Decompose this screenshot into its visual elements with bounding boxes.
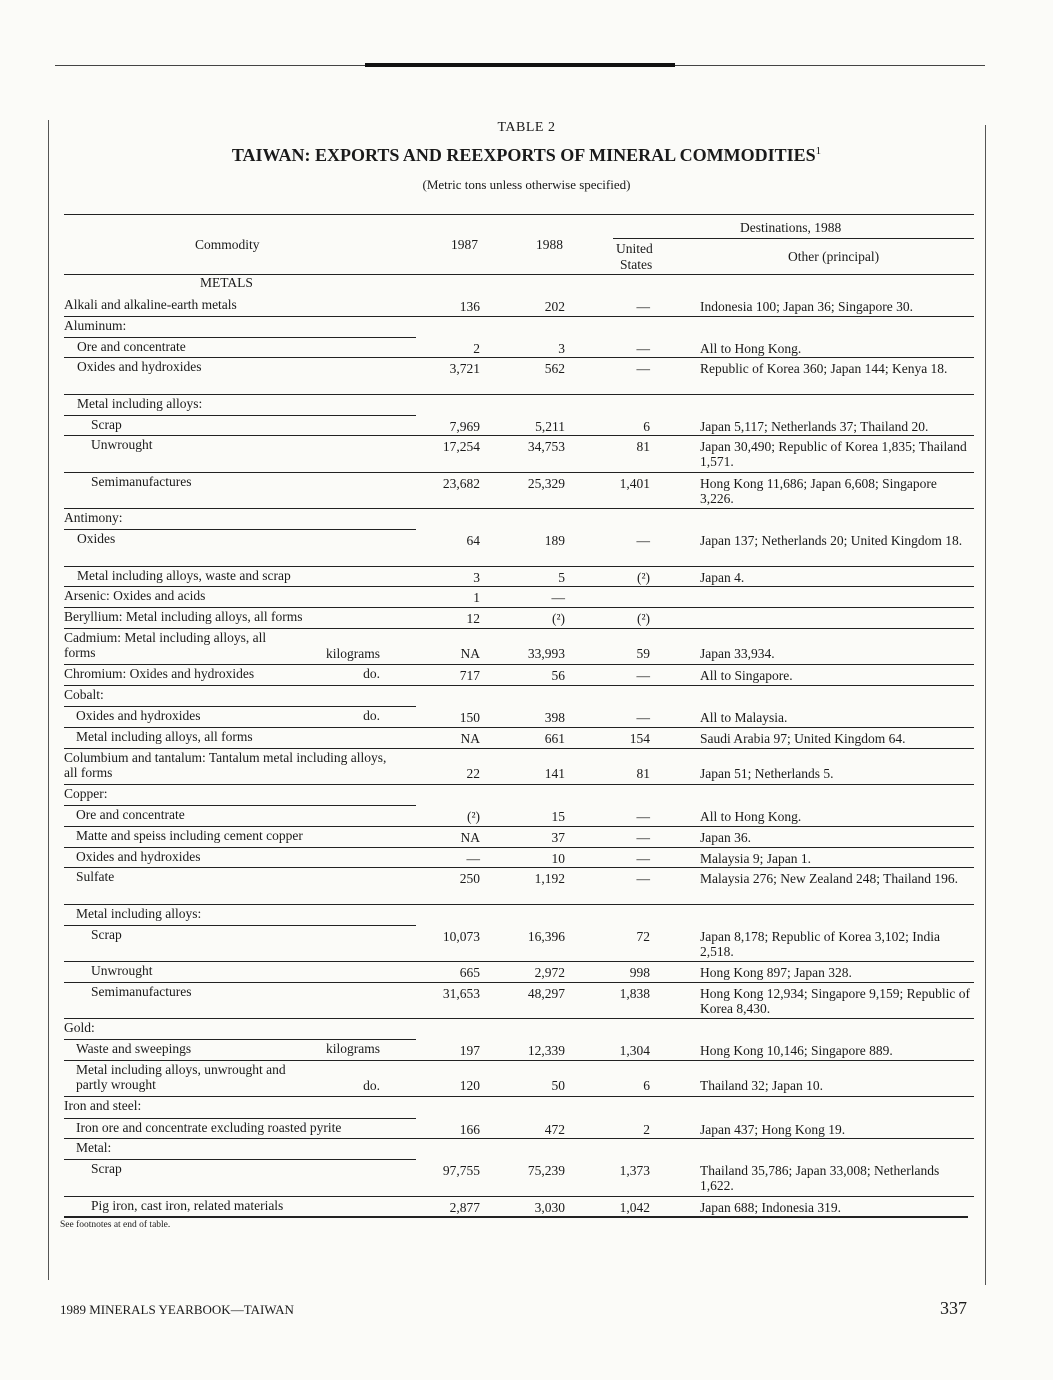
cell-1988: 202 [544,299,565,314]
cell-united-states: — [636,830,650,845]
cell-1987: 7,969 [449,419,480,434]
cell-unit: do. [363,666,380,681]
cell-1987: (²) [466,809,480,824]
cell-other-destinations: Japan 8,178; Republic of Korea 3,102; India 2,518. [700,929,940,959]
cell-commodity: Metal including alloys: [76,906,202,921]
cell-other-destinations: Malaysia 9; Japan 1. [700,851,811,866]
cell-commodity: Ore and concentrate [76,807,185,822]
top-rule-thick [365,63,675,67]
cell-other-destinations: Hong Kong 10,146; Singapore 889. [700,1043,893,1058]
table-subtitle: (Metric tons unless otherwise specified) [422,177,631,192]
row-rule [64,529,416,530]
cell-commodity: Waste and sweepings [76,1041,192,1056]
cell-other-destinations: Thailand 35,786; Japan 33,008; Netherlands 1,622. [700,1163,940,1193]
cell-1988: 48,297 [527,986,565,1001]
row-rule [64,1060,974,1061]
row-rule [64,805,416,806]
cell-commodity: Sulfate [76,869,115,884]
row-rule [64,316,974,317]
cell-other-destinations: Republic of Korea 360; Japan 144; Kenya 18. [700,361,948,376]
cell-commodity: Gold: [64,1020,95,1035]
cell-commodity: Columbium and tantalum: Tantalum metal including alloys, all forms [64,750,387,780]
row-rule [64,1039,416,1040]
row-rule [64,847,974,848]
cell-united-states: 154 [629,731,650,746]
cell-1987: 3,721 [449,361,480,376]
cell-1988: 562 [544,361,565,376]
cell-united-states: — [636,533,650,548]
cell-commodity: Beryllium: Metal including alloys, all forms [64,609,303,624]
cell-commodity: Pig iron, cast iron, related materials [91,1198,284,1213]
row-rule [64,784,974,785]
cell-other-destinations: Saudi Arabia 97; United Kingdom 64. [700,731,906,746]
cell-1987: 136 [459,299,480,314]
cell-1988: 10 [551,851,565,866]
cell-united-states: 1,304 [619,1043,650,1058]
cell-commodity: Semimanufactures [91,984,192,999]
cell-united-states: — [636,851,650,866]
cell-1987: 17,254 [442,439,480,454]
cell-1988: — [551,590,565,605]
cell-commodity: Metal: [76,1140,112,1155]
row-rule [64,435,974,436]
row-rule [64,337,416,338]
cell-united-states: — [636,871,650,886]
row-rule [64,1118,416,1119]
cell-commodity: Ore and concentrate [77,339,186,354]
cell-1987: 1 [473,590,480,605]
row-rule [64,925,416,926]
row-rule [64,1159,416,1160]
cell-united-states: 1,373 [619,1163,650,1178]
cell-1988: 33,993 [527,646,565,661]
cell-united-states: 1,838 [619,986,650,1001]
cell-1987: NA [460,830,480,845]
row-rule [64,472,974,473]
cell-commodity: Scrap [91,1161,122,1176]
cell-1988: 141 [544,766,565,781]
table-title-text: TAIWAN: EXPORTS AND REEXPORTS OF MINERAL COMMODITIES [231,145,816,165]
row-rule [64,867,974,868]
col-destinations: Destinations, 1988 [740,220,842,235]
footnote: See footnotes at end of table. [60,1220,171,1230]
cell-united-states: — [636,710,650,725]
cell-commodity: Unwrought [91,437,153,452]
cell-united-states: — [636,361,650,376]
cell-other-destinations: Japan 36. [700,830,751,845]
cell-commodity: Matte and speiss including cement copper [76,828,303,843]
cell-1987: 2 [473,341,480,356]
row-rule [64,685,974,686]
cell-1987: NA [460,646,480,661]
cell-united-states: 998 [629,965,650,980]
row-rule [64,826,974,827]
cell-1988: 398 [544,710,565,725]
cell-commodity: Copper: [64,786,108,801]
row-rule [64,586,974,587]
col-1988: 1988 [536,237,563,252]
cell-1987: 22 [466,766,480,781]
cell-united-states: — [636,341,650,356]
cell-commodity: Chromium: Oxides and hydroxides [64,666,255,681]
cell-1988: 50 [551,1078,565,1093]
cell-other-destinations: Japan 437; Hong Kong 19. [700,1122,846,1137]
cell-united-states: 1,042 [619,1200,650,1215]
destinations-rule [613,238,974,239]
cell-other-destinations: Japan 33,934. [700,646,775,661]
cell-commodity: Oxides and hydroxides [77,359,202,374]
cell-other-destinations: Hong Kong 897; Japan 328. [700,965,852,980]
cell-united-states: 6 [643,1078,650,1093]
cell-united-states: — [636,299,650,314]
cell-commodity: Oxides and hydroxides [76,849,201,864]
cell-1987: 12 [466,611,480,626]
cell-1987: 31,653 [442,986,480,1001]
cell-1988: 16,396 [527,929,565,944]
cell-unit: kilograms [326,1041,380,1056]
row-rule [64,961,974,962]
cell-commodity: Iron and steel: [64,1098,142,1113]
title-footnote-mark: 1 [815,145,822,157]
table-title [0,145,1053,166]
cell-1987: 97,755 [442,1163,480,1178]
cell-1988: 56 [551,668,565,683]
cell-1988: 3,030 [534,1200,565,1215]
cell-commodity: Metal including alloys, waste and scrap [77,568,291,583]
cell-commodity: Aluminum: [64,318,127,333]
cell-1988: (²) [551,611,565,626]
cell-1987: 23,682 [442,476,480,491]
row-rule [64,904,974,905]
cell-1988: 1,192 [534,871,565,886]
cell-commodity: Semimanufactures [91,474,192,489]
cell-other-destinations: Japan 4. [700,570,745,585]
cell-1987: 120 [459,1078,480,1093]
cell-1988: 12,339 [527,1043,565,1058]
cell-united-states: — [636,809,650,824]
row-rule [64,664,974,665]
table-number: TABLE 2 [497,120,556,135]
row-rule [64,982,974,983]
cell-1987: 717 [459,668,480,683]
cell-1988: 37 [551,830,565,845]
cell-commodity: Arsenic: Oxides and acids [64,588,206,603]
cell-other-destinations: Hong Kong 12,934; Singapore 9,159; Republic of Korea 8,430. [700,986,970,1016]
cell-other-destinations: Japan 688; Indonesia 319. [700,1200,841,1215]
col-other: Other (principal) [788,249,880,264]
cell-commodity: Antimony: [64,510,123,525]
cell-united-states: — [636,668,650,683]
row-rule [64,628,974,629]
cell-other-destinations: Japan 30,490; Republic of Korea 1,835; Thailand 1,571. [700,439,967,469]
row-rule [64,748,974,749]
cell-commodity: Scrap [91,417,122,432]
cell-united-states: 59 [636,646,650,661]
cell-united-states: 81 [636,766,650,781]
cell-other-destinations: Japan 137; Netherlands 20; United Kingdom 18. [700,533,963,548]
cell-united-states: 6 [643,419,650,434]
cell-commodity: Iron ore and concentrate excluding roasted pyrite [76,1120,342,1135]
row-rule [64,1196,974,1197]
cell-other-destinations: Indonesia 100; Japan 36; Singapore 30. [700,299,913,314]
cell-other-destinations: All to Malaysia. [700,710,788,725]
cell-unit: do. [363,1078,380,1093]
cell-commodity: Metal including alloys, all forms [76,729,253,744]
row-rule [64,357,974,358]
cell-1987: NA [460,731,480,746]
cell-1987: 250 [459,871,480,886]
section-metals: METALS [200,275,253,290]
cell-other-destinations: All to Hong Kong. [700,809,802,824]
cell-commodity: Oxides and hydroxides [76,708,201,723]
cell-united-states: 2 [643,1122,650,1137]
row-rule [64,727,974,728]
cell-other-destinations: All to Hong Kong. [700,341,802,356]
col-commodity: Commodity [195,237,260,252]
cell-other-destinations: Hong Kong 11,686; Japan 6,608; Singapore 3,226. [700,476,937,506]
cell-united-states: (²) [636,570,650,585]
cell-other-destinations: Thailand 32; Japan 10. [700,1078,823,1093]
cell-commodity: Unwrought [91,963,153,978]
cell-1988: 661 [544,731,565,746]
cell-1988: 25,329 [527,476,565,491]
cell-unit: kilograms [326,646,380,661]
cell-1987: 150 [459,710,480,725]
cell-commodity: Scrap [91,927,122,942]
col-us-line1: United [616,241,653,256]
row-rule [64,508,974,509]
cell-unit: do. [363,708,380,723]
cell-1987: 197 [459,1043,480,1058]
cell-commodity: Cobalt: [64,687,104,702]
cell-1988: 15 [551,809,565,824]
footer-title: 1989 MINERALS YEARBOOK—TAIWAN [60,1302,294,1317]
row-rule [64,566,974,567]
cell-united-states: (²) [636,611,650,626]
row-rule [64,394,974,395]
row-rule [64,1216,968,1218]
cell-united-states: 1,401 [619,476,650,491]
cell-1987: 2,877 [449,1200,480,1215]
cell-1988: 2,972 [534,965,565,980]
cell-1988: 5 [558,570,565,585]
cell-1988: 3 [558,341,565,356]
cell-other-destinations: Malaysia 276; New Zealand 248; Thailand 196. [700,871,959,886]
row-rule [64,1138,974,1139]
row-rule [64,1018,974,1019]
cell-1988: 34,753 [527,439,565,454]
cell-1987: 3 [473,570,480,585]
cell-commodity: Oxides [77,531,116,546]
row-rule [64,415,416,416]
cell-1987: — [466,851,480,866]
cell-1987: 166 [459,1122,480,1137]
cell-1988: 189 [544,533,565,548]
row-rule [64,706,416,707]
cell-united-states: 72 [636,929,650,944]
cell-1987: 10,073 [442,929,480,944]
header-top-rule [64,214,974,215]
cell-1988: 75,239 [527,1163,565,1178]
row-rule [64,607,974,608]
col-1987: 1987 [451,237,478,252]
cell-commodity: Cadmium: Metal including alloys, all forms [64,630,267,660]
cell-united-states: 81 [636,439,650,454]
cell-other-destinations: Japan 51; Netherlands 5. [700,766,834,781]
cell-1988: 5,211 [535,419,565,434]
cell-commodity: Alkali and alkaline-earth metals [64,297,237,312]
cell-1988: 472 [544,1122,565,1137]
cell-commodity: Metal including alloys, unwrought and partly wrought [76,1062,286,1092]
row-rule [64,1096,974,1097]
cell-other-destinations: Japan 5,117; Netherlands 37; Thailand 20. [700,419,929,434]
page-number: 337 [940,1298,967,1318]
cell-1987: 665 [459,965,480,980]
cell-commodity: Metal including alloys: [77,396,203,411]
right-margin-line [985,125,986,1285]
col-us-line2: States [620,257,653,272]
cell-1987: 64 [466,533,480,548]
left-margin-line [48,120,49,1280]
cell-other-destinations: All to Singapore. [700,668,793,683]
